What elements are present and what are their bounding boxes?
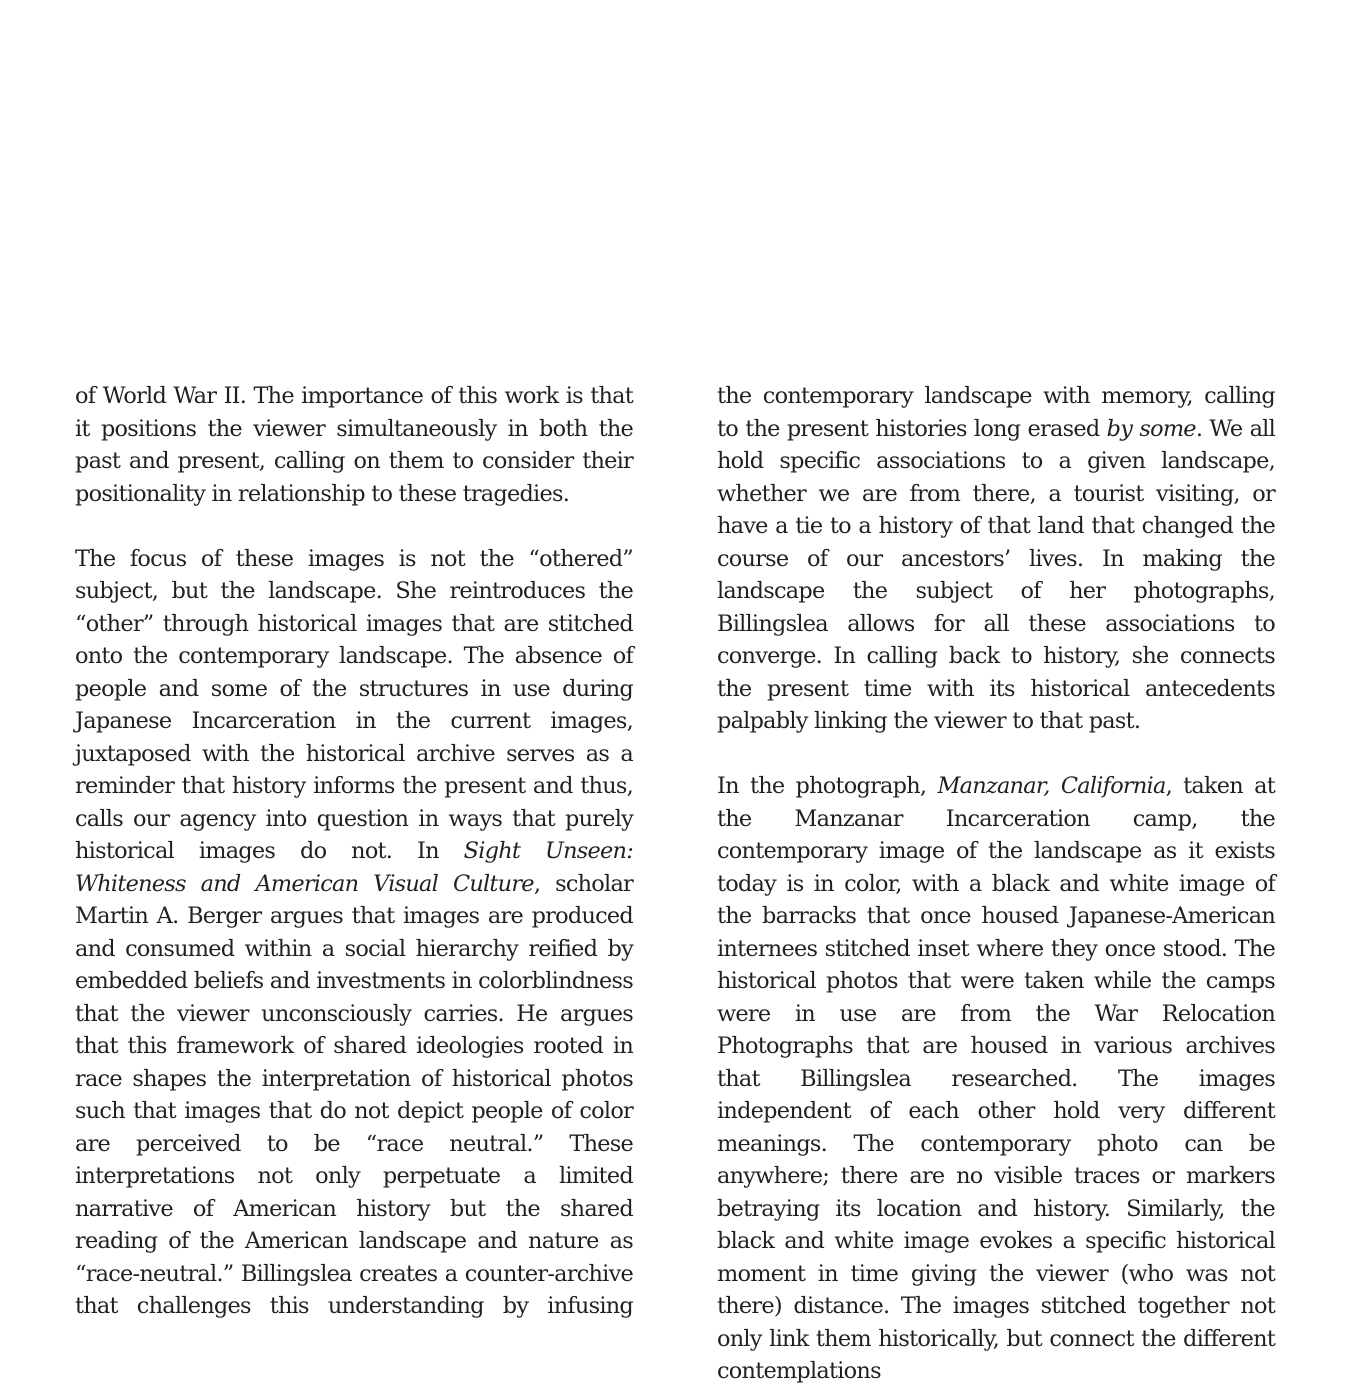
paragraph-text: The focus of these images is not the “othered” subject, but the landscape. She reintroduces the “other” through historical images that are stitched onto the contemporary landscape. The absence of people and some of the structures in use during Japanese Incarceration in the current images, juxtaposed with the historical archive serves as a reminder that history informs the present and thus, calls our agency into question in ways that purely historical images do not. In — [75, 545, 633, 864]
right-column — [717, 380, 1275, 1388]
paragraph-text: , taken at the Manzanar Incarceration camp, the contemporary image of the landscape as it exists today is in color, with a black and white image of the barracks that once housed Japanese-American internees stitched inset where they once stood. The historical photos that were taken while the camps were in use are from the War Relocation Photographs that are housed in various archives that Billingslea researched. The images independent of each other hold very different meanings. The contemporary photo can be anywhere; there are no visible traces or markers betraying its location and history. Similarly, the black and white image evokes a specific historical moment in time giving the viewer (who was not there) distance. The images stitched together not only link them historically, but connect the different contemplations — [717, 773, 1275, 1384]
paragraph — [75, 380, 633, 510]
paragraph — [717, 770, 1275, 1388]
emphasis-text: by some — [1106, 415, 1196, 442]
paragraph — [75, 543, 633, 1323]
paragraph-text: In the photograph, — [717, 773, 938, 799]
paragraph-text: the contemporary landscape with memory, calling to the present histories long erased — [717, 383, 1275, 442]
book-title: Sight Unseen: Whiteness and American Visual Culture — [75, 838, 633, 897]
artwork-title: Manzanar, California — [937, 773, 1166, 799]
left-column — [75, 380, 633, 1323]
paragraph-text: . We all hold specific associations to a given landscape, whether we are from there, a tourist visiting, or have a tie to a history of that land that changed the course of our ancestors’ lives. In making the landscape the subject of her photographs, Billingslea allows for all these associations to converge. In calling back to history, she connects the present time with its historical antecedents palpably linking the viewer to that past. — [717, 415, 1275, 734]
paragraph-text: of World War II. The importance of this work is that it positions the viewer simultaneously in both the past and present, calling on them to consider their positionality in relationship to these tragedies. — [75, 383, 633, 507]
paragraph — [717, 380, 1275, 738]
paragraph-text: , scholar Martin A. Berger argues that images are produced and consumed within a social hierarchy reified by embedded beliefs and investments in colorblindness that the viewer unconsciously carries. He argues that this framework of shared ideologies rooted in race shapes the interpretation of historical photos such that images that do not depict people of color are perceived to be “race neutral.” These interpretations not only perpetuate a limited narrative of American history but the shared reading of the American landscape and nature as “race-neutral.” Billingslea creates a counter-archive that challenges this understanding by infusing — [75, 870, 633, 1319]
